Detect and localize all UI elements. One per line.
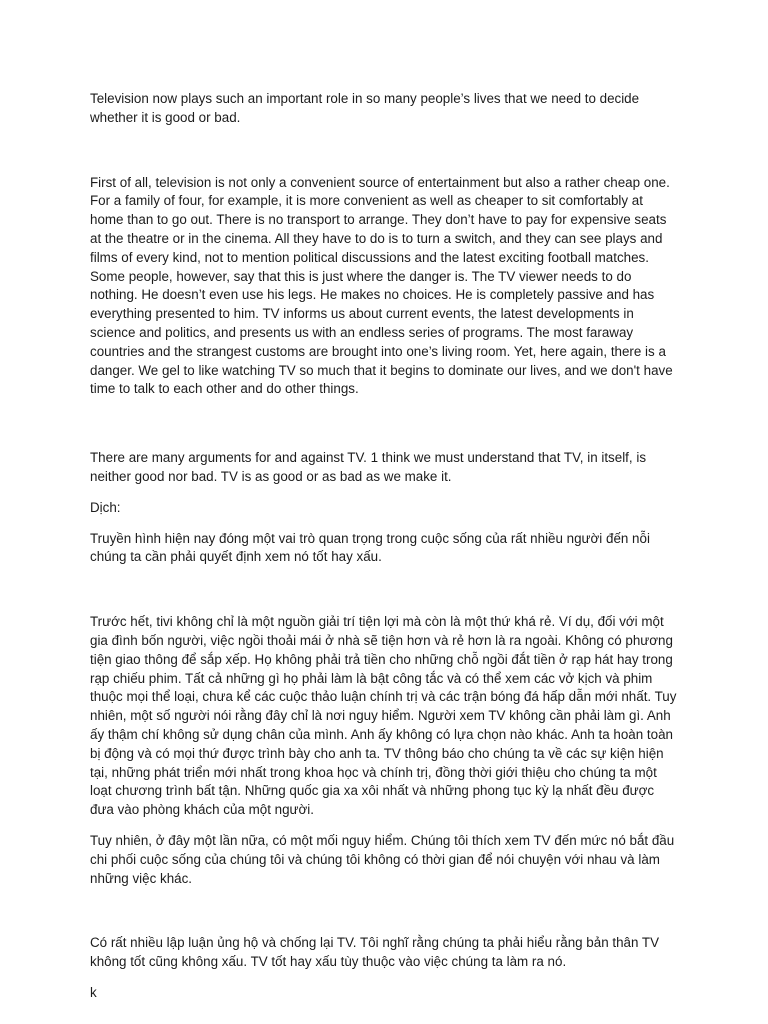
translated-intro-paragraph: Truyền hình hiện nay đóng một vai trò quan trọng trong cuộc sống của rất nhiều người đến nỗi chúng ta cần phải quyết định xem nó tốt hay xấu. [90,530,650,565]
intro-paragraph: Television now plays such an important role in so many people’s lives that we need to decide whether it is good or bad. [90,91,640,125]
conclusion-paragraph: There are many arguments for and against TV. 1 think we must understand that TV, in itself, is neither good nor bad. TV is as good or as bad as we make it. [90,450,647,484]
trailing-text: k [90,984,97,1000]
translated-danger-paragraph: Tuy nhiên, ở đây một lần nữa, có một mối nguy hiểm. Chúng tôi thích xem TV đến mức nó bắt đầu chi phối cuộc sống của chúng tôi và chúng tôi không có thời gian để nói chuyện với nhau và làm những việc khác. [90,832,675,886]
translated-conclusion-paragraph: Có rất nhiều lập luận ủng hộ và chống lại TV. Tôi nghĩ rằng chúng ta phải hiểu rằng bản thân TV không tốt cũng không xấu. TV tốt hay xấu tùy thuộc vào việc chúng ta làm ra nó. [90,935,660,970]
translated-body-paragraph: Trước hết, tivi không chỉ là một nguồn giải trí tiện lợi mà còn là một thứ khá rẻ. Ví dụ, đối với một gia đình bốn người, việc ngồi thoải mái ở nhà sẽ tiện hơn và rẻ hơn là ra ngoài. Không có phương tiện giao thông để sắp xếp. Họ không phải trả tiền cho những chỗ ngồi đắt tiền ở rạp hát hay trong rạp chiếu phim. Tất cả những gì họ phải làm là bật công tắc và có thể xem các vở kịch và phim thuộc mọi thể loại, chưa kể các cuộc thảo luận chính trị và các trận bóng đá hấp dẫn mới nhất. Tuy nhiên, một số người nói rằng đây chỉ là nơi nguy hiểm. Người xem TV không cần phải làm gì. Anh ấy thậm chí không sử dụng chân của mình. Anh ấy không có lựa chọn nào khác. Anh ta hoàn toàn bị động và có mọi thứ được trình bày cho anh ta. TV thông báo cho chúng ta về các sự kiện hiện tại, những phát triển mới nhất trong khoa học và chính trị, đồng thời giới thiệu cho chúng ta một loạt chương trình bất tận. Những quốc gia xa xôi nhất và những phong tục kỳ lạ nhất đều được đưa vào phòng khách của một người. [90,614,677,818]
body-paragraph: First of all, television is not only a convenient source of entertainment but also a rather cheap one. For a family of four, for example, it is more convenient as well as cheaper to sit comfortably at home than to go out. There is no transport to arrange. They don’t have to pay for expensive seats at the theatre or in the cinema. All they have to do is to turn a switch, and they can see plays and films of every kind, not to mention political discussions and the latest exciting football matches. Some people, however, say that this is just where the danger is. The TV viewer needs to do nothing. He doesn’t even use his legs. He makes no choices. He is completely passive and has everything presented to him. TV informs us about current events, the latest developments in science and politics, and presents us with an endless series of programs. The most faraway countries and the strangest customs are brought into one’s living room. Yet, here again, there is a danger. We gel to like watching TV so much that it begins to dominate our lives, and we don't have time to talk to each other and do other things. [90,174,673,397]
translation-heading: Dịch: [90,499,121,515]
